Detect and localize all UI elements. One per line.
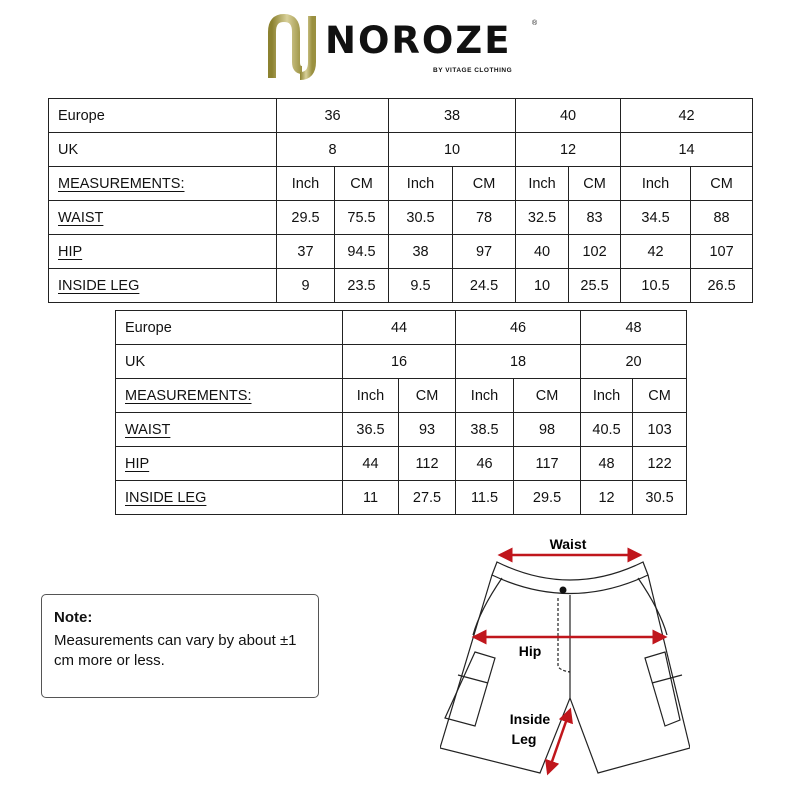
measurement-row (49, 269, 753, 303)
unit-cell: Inch (343, 379, 399, 413)
unit-cell: Inch (389, 167, 453, 201)
measurement-row (49, 235, 753, 269)
value-cell: 46 (456, 447, 514, 481)
row-label: INSIDE LEG (49, 269, 277, 303)
size-cell: 10 (389, 133, 516, 167)
row-label: WAIST (49, 201, 277, 235)
value-cell: 29.5 (277, 201, 335, 235)
value-cell: 34.5 (621, 201, 691, 235)
value-cell: 94.5 (335, 235, 389, 269)
value-cell: 97 (453, 235, 516, 269)
units-row (116, 379, 687, 413)
row-label: MEASUREMENTS: (116, 379, 343, 413)
value-cell: 38 (389, 235, 453, 269)
value-cell: 10 (516, 269, 569, 303)
note-text: Measurements can vary by about ±1 cm more or less. (54, 632, 297, 669)
row-label: HIP (49, 235, 277, 269)
brand-tagline: BY VITAGE CLOTHING (433, 67, 513, 74)
value-cell: 12 (581, 481, 633, 515)
value-cell: 78 (453, 201, 516, 235)
size-cell: 16 (343, 345, 456, 379)
value-cell: 27.5 (399, 481, 456, 515)
size-cell: 42 (621, 99, 753, 133)
size-cell: 48 (581, 311, 687, 345)
value-cell: 25.5 (569, 269, 621, 303)
unit-cell: Inch (621, 167, 691, 201)
row-label: MEASUREMENTS: (49, 167, 277, 201)
unit-cell: CM (633, 379, 687, 413)
waist-label: Waist (549, 536, 587, 552)
value-cell: 32.5 (516, 201, 569, 235)
size-cell: 46 (456, 311, 581, 345)
row-label: UK (49, 133, 277, 167)
size-cell: 36 (277, 99, 389, 133)
unit-cell: Inch (516, 167, 569, 201)
size-cell: 8 (277, 133, 389, 167)
value-cell: 11 (343, 481, 399, 515)
value-cell: 38.5 (456, 413, 514, 447)
unit-cell: CM (335, 167, 389, 201)
value-cell: 40 (516, 235, 569, 269)
brand-logo-mark (266, 12, 326, 80)
button-icon (560, 587, 567, 594)
value-cell: 122 (633, 447, 687, 481)
value-cell: 44 (343, 447, 399, 481)
value-cell: 36.5 (343, 413, 399, 447)
row-label: UK (116, 345, 343, 379)
uk-row (49, 133, 753, 167)
value-cell: 40.5 (581, 413, 633, 447)
value-cell: 24.5 (453, 269, 516, 303)
value-cell: 23.5 (335, 269, 389, 303)
row-label: Europe (49, 99, 277, 133)
inside-label: Inside (509, 711, 551, 727)
value-cell: 9 (277, 269, 335, 303)
size-cell: 12 (516, 133, 621, 167)
size-cell: 20 (581, 345, 687, 379)
value-cell: 29.5 (514, 481, 581, 515)
uk-row (116, 345, 687, 379)
size-cell: 38 (389, 99, 516, 133)
value-cell: 30.5 (633, 481, 687, 515)
measurement-row (116, 413, 687, 447)
value-cell: 11.5 (456, 481, 514, 515)
value-cell: 93 (399, 413, 456, 447)
unit-cell: Inch (581, 379, 633, 413)
europe-row (116, 311, 687, 345)
value-cell: 42 (621, 235, 691, 269)
unit-cell: CM (569, 167, 621, 201)
value-cell: 26.5 (691, 269, 753, 303)
value-cell: 98 (514, 413, 581, 447)
value-cell: 112 (399, 447, 456, 481)
unit-cell: CM (514, 379, 581, 413)
value-cell: 117 (514, 447, 581, 481)
size-cell: 44 (343, 311, 456, 345)
unit-cell: CM (399, 379, 456, 413)
value-cell: 10.5 (621, 269, 691, 303)
value-cell: 37 (277, 235, 335, 269)
unit-cell: Inch (456, 379, 514, 413)
size-cell: 40 (516, 99, 621, 133)
hip-label: Hip (518, 643, 542, 659)
row-label: Europe (116, 311, 343, 345)
leg-label: Leg (511, 731, 537, 747)
row-label: WAIST (116, 413, 343, 447)
measurement-row (116, 481, 687, 515)
size-table-2 (115, 310, 687, 515)
row-label: HIP (116, 447, 343, 481)
unit-cell: CM (453, 167, 516, 201)
value-cell: 30.5 (389, 201, 453, 235)
size-table-1 (48, 98, 753, 303)
europe-row (49, 99, 753, 133)
shorts-outline (440, 562, 690, 773)
note-box (41, 594, 319, 698)
value-cell: 103 (633, 413, 687, 447)
size-cell: 14 (621, 133, 753, 167)
value-cell: 83 (569, 201, 621, 235)
measurement-row (116, 447, 687, 481)
brand-name: NOROZE (325, 19, 512, 62)
measurement-row (49, 201, 753, 235)
unit-cell: CM (691, 167, 753, 201)
row-label: INSIDE LEG (116, 481, 343, 515)
unit-cell: Inch (277, 167, 335, 201)
value-cell: 102 (569, 235, 621, 269)
shorts-diagram (440, 530, 690, 790)
units-row (49, 167, 753, 201)
value-cell: 9.5 (389, 269, 453, 303)
value-cell: 48 (581, 447, 633, 481)
value-cell: 88 (691, 201, 753, 235)
value-cell: 107 (691, 235, 753, 269)
size-cell: 18 (456, 345, 581, 379)
registered-mark: ® (532, 20, 538, 27)
note-title: Note: (54, 609, 93, 626)
value-cell: 75.5 (335, 201, 389, 235)
